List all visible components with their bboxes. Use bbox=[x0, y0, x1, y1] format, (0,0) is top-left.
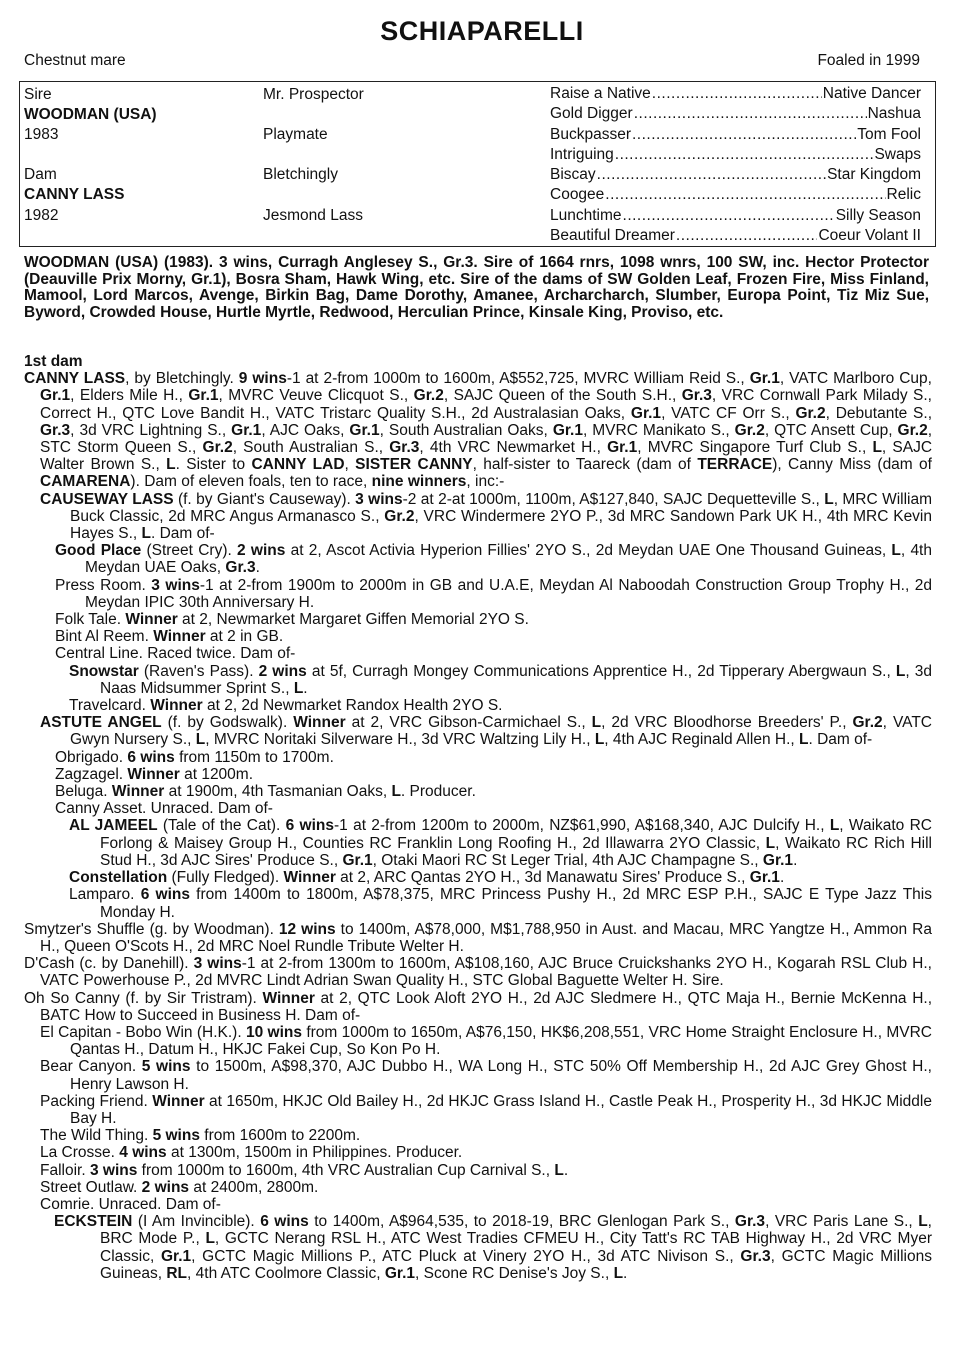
produce-entry: Good Place (Street Cry). 2 wins at 2, Ascot Activia Hyperion Fillies' 2YO S., 2d Meydan UAE One Thousand Guineas, L, 4th Meydan UAE Oaks, Gr.3. bbox=[55, 542, 932, 577]
produce-entry: Oh So Canny (f. by Sir Tristram). Winner at 2, QTC Look Aloft 2YO H., 2d AJC Sledmere H., QTC Maja H., Bernie McKenna H., BATC How to Succeed in Business H. Dam of- bbox=[24, 989, 933, 1024]
produce-entry: Beluga. Winner at 1900m, 4th Tasmanian Oaks, L. Producer. bbox=[55, 783, 476, 801]
horse-name-title: SCHIAPARELLI bbox=[380, 16, 584, 46]
produce-entry: The Wild Thing. 5 wins from 1600m to 2200m. bbox=[40, 1127, 361, 1145]
produce-entry: AL JAMEEL (Tale of the Cat). 6 wins-1 at 2-from 1200m to 2000m, NZ$61,990, A$168,340, AJC Dulcify H., L, Waikato RC Forlong & Maisey Group H., Counties RC Franklin Long Roofing H., 2d Illawarra 2YO Classic, L, Waikato RC Rich Hill Stud H., 3d AJC Sires' Produce S., Gr.1, Otaki Maori RC St Leger Trial, 4th AJC Champagne S., Gr.1. bbox=[69, 817, 932, 869]
produce-entry: Constellation (Fully Fledged). Winner at 2, ARC Qantas 2YO H., 3d Manawatu Sires' Produce S., Gr.1. bbox=[69, 869, 785, 887]
produce-entry: Obrigado. 6 wins from 1150m to 1700m. bbox=[55, 748, 334, 766]
dam-section bbox=[24, 353, 932, 1282]
produce-entry: Travelcard. Winner at 2, 2d Newmarket Randox Health 2YO S. bbox=[69, 697, 503, 715]
produce-entry: Bint Al Reem. Winner at 2 in GB. bbox=[55, 628, 284, 646]
produce-entry: Zagzagel. Winner at 1200m. bbox=[55, 765, 254, 783]
produce-entry: Packing Friend. Winner at 1650m, HKJC Old Bailey H., 2d HKJC Grass Island H., Castle Peak H., Prosperity H., 3d HKJC Middle Bay H. bbox=[40, 1092, 932, 1127]
produce-entry: CANNY LASS, by Bletchingly. 9 wins-1 at 2-from 1000m to 1600m, A$552,725, MVRC William Reid S., Gr.1, VATC Marlboro Cup, Gr.1, Elders Mile H., Gr.1, MVRC Veuve Clicquot S., Gr.2, SAJC Queen of the South S.H., Gr.3, VRC Cornwall Park Milady S., Correct H., QTC Love Bandit H., VATC Tristarc Quality S.H., 2d Australasian Oaks, Gr.1, VATC CF Orr S., Gr.2, Debutante S., Gr.3, 3d VRC Lightning S., Gr.1, AJC Oaks, Gr.1, South Australian Oaks, Gr.1, MVRC Manikato S., Gr.2, QTC Ansett Cup, Gr.2, STC Storm Queen S., Gr.2, South Australian S., Gr.3, 4th VRC Newmarket H., Gr.1, MVRC Singapore Turf Club S., L, SAJC Walter Brown S., L. Sister to CANNY LAD, SISTER CANNY, half-sister to Taareck (dam of TERRACE), Canny Miss (dam of CAMARENA). Dam of eleven foals, ten to race, nine winners, inc:- bbox=[24, 370, 933, 491]
foaled-year: Foaled in 1999 bbox=[817, 52, 920, 69]
gen3-row: Coogee ..... Relic bbox=[550, 185, 921, 205]
gen3-row: Intriguing ..... Swaps bbox=[550, 145, 921, 165]
gen3-row: Gold Digger ..... Nashua bbox=[550, 104, 921, 124]
produce-entry: Street Outlaw. 2 wins at 2400m, 2800m. bbox=[40, 1178, 319, 1196]
produce-entry: Bear Canyon. 5 wins to 1500m, A$98,370, AJC Dubbo H., WA Long H., STC 50% Off Membership H., 2d AJC Grey Ghost H., Henry Lawson H. bbox=[40, 1058, 932, 1093]
gen3-row: Lunchtime ..... Silly Season bbox=[550, 206, 921, 226]
color-sex: Chestnut mare bbox=[24, 52, 126, 69]
produce-entry: La Crosse. 4 wins at 1300m, 1500m in Philippines. Producer. bbox=[40, 1144, 463, 1162]
gen3-row: Raise a Native ..... Native Dancer bbox=[550, 84, 921, 104]
sire-label: Sire bbox=[24, 86, 52, 103]
gen3-row: Beautiful Dreamer ..... Coeur Volant II bbox=[550, 226, 921, 246]
produce-entry: Press Room. 3 wins-1 at 2-from 1900m to 2000m in GB and U.A.E, Meydan Al Naboodah Construction Group Trophy H., 2d Meydan IPIC 30th Anniversary H. bbox=[55, 576, 932, 611]
sire-summary: WOODMAN (USA) (1983). 3 wins, Curragh Anglesey S., Gr.3. Sire of 1664 rnrs, 1098 wnrs, 100 SW, inc. Hector Protector (Deauville Prix Morny, Gr.1), Bosra Sham, Hawk Wing, etc. Sire of the dams of SW Golden Leaf, Frozen Fire, Miss Finland, Mamool, Lord Marcos, Avenge, Birkin Bag, Dame Dorothy, Amanee, Archarcharch, Slumber, Europa Point, Tiz Miz Sue, Byword, Crowded House, Hurtle Myrtle, Redwood, Herculian Prince, Kinsale King, Proviso, etc. bbox=[24, 254, 929, 321]
gen3-row: Buckpasser ..... Tom Fool bbox=[550, 125, 921, 145]
sire-sire: Mr. Prospector bbox=[263, 86, 364, 103]
produce-entry: Central Line. Raced twice. Dam of- bbox=[55, 645, 296, 663]
produce-entry: Canny Asset. Unraced. Dam of- bbox=[55, 800, 273, 818]
dam-sire: Bletchingly bbox=[263, 166, 338, 183]
produce-records bbox=[24, 370, 932, 1282]
dam-name: CANNY LASS bbox=[24, 186, 125, 203]
produce-entry: El Capitan - Bobo Win (H.K.). 10 wins from 1000m to 1650m, A$76,150, HK$6,208,551, VRC Home Straight Enclosure H., MVRC Qantas H., Datum H., HKJC Fakei Cup, So Kon Po H. bbox=[40, 1023, 932, 1059]
dam-dam: Jesmond Lass bbox=[263, 207, 363, 224]
produce-entry: ECKSTEIN (I Am Invincible). 6 wins to 1400m, A$964,535, to 2018-19, BRC Glenlogan Park S., Gr.3, VRC Paris Lane S., L, BRC Mode P., L, GCTC Nerang RSL H., ATC West Tradies CFMEU H., City Tatt's RC TAB Highway H., 2d VRC Myer Classic, Gr.1, GCTC Magic Millions P., ATC Pluck at Vinery 2YO H., 3d ATC Nivison S., Gr.3, GCTC Magic Millions Guineas, RL, 4th ATC Coolmore Classic, Gr.1, Scone RC Denise's Joy S., L. bbox=[54, 1213, 932, 1282]
produce-entry: CAUSEWAY LASS (f. by Giant's Causeway). 3 wins-2 at 2-at 1000m, 1100m, A$127,840, SAJC Dequetteville S., L, MRC William Buck Classic, 2d MRC Angus Armanasco S., Gr.2, VRC Windermere 2YO P., 3d MRC Sandown Park UK H., 4th MRC Kevin Hayes S., L. Dam of- bbox=[40, 490, 932, 543]
produce-entry: Folk Tale. Winner at 2, Newmarket Margaret Giffen Memorial 2YO S. bbox=[55, 611, 529, 629]
produce-entry: Falloir. 3 wins from 1000m to 1600m, 4th VRC Australian Cup Carnival S., L. bbox=[40, 1161, 569, 1179]
dam-heading: 1st dam bbox=[24, 353, 83, 370]
sire-dam: Playmate bbox=[263, 126, 328, 143]
produce-entry: ASTUTE ANGEL (f. by Godswalk). Winner at 2, VRC Gibson-Carmichael S., L, 2d VRC Bloodhorse Breeders' P., Gr.2, VATC Gwyn Nursery S., L, MVRC Noritaki Silverware H., 3d VRC Waltzing Lily H., L, 4th AJC Reginald Allen H., L. Dam of- bbox=[40, 714, 932, 749]
produce-entry: Snowstar (Raven's Pass). 2 wins at 5f, Curragh Mongey Communications Apprentice H., 2d Tipperary Abergwaun S., L, 3d Naas Midsummer Sprint S., L. bbox=[69, 662, 932, 697]
produce-entry: Lamparo. 6 wins from 1400m to 1800m, A$78,375, MRC Princess Pushy H., 2d MRC ESP P.H., SAJC E Type Jazz This Monday H. bbox=[69, 886, 932, 921]
produce-entry: Smytzer's Shuffle (g. by Woodman). 12 wins to 1400m, A$78,000, M$1,788,950 in Aust. and Macau, MRC Yangtze H., Ammon Ra H., Queen O'Scots H., 2d MRC Noel Rundle Tribute Welter H. bbox=[24, 920, 932, 955]
sire-year: 1983 bbox=[24, 126, 59, 143]
produce-entry: D'Cash (c. by Danehill). 3 wins-1 at 2-from 1300m to 1600m, A$108,160, AJC Bruce Cruickshanks 2YO H., Kogarah RSL Club H., VATC Powerhouse P., 2d MVRC Lindt Adrian Swan Quality H., STC Global Baguette Welter H. Sire. bbox=[24, 955, 932, 990]
dam-label: Dam bbox=[24, 166, 57, 183]
dam-year: 1982 bbox=[24, 207, 59, 224]
gen3-row: Biscay ..... Star Kingdom bbox=[550, 165, 921, 185]
sire-name: WOODMAN (USA) bbox=[24, 106, 157, 123]
produce-entry: Comrie. Unraced. Dam of- bbox=[40, 1195, 221, 1213]
